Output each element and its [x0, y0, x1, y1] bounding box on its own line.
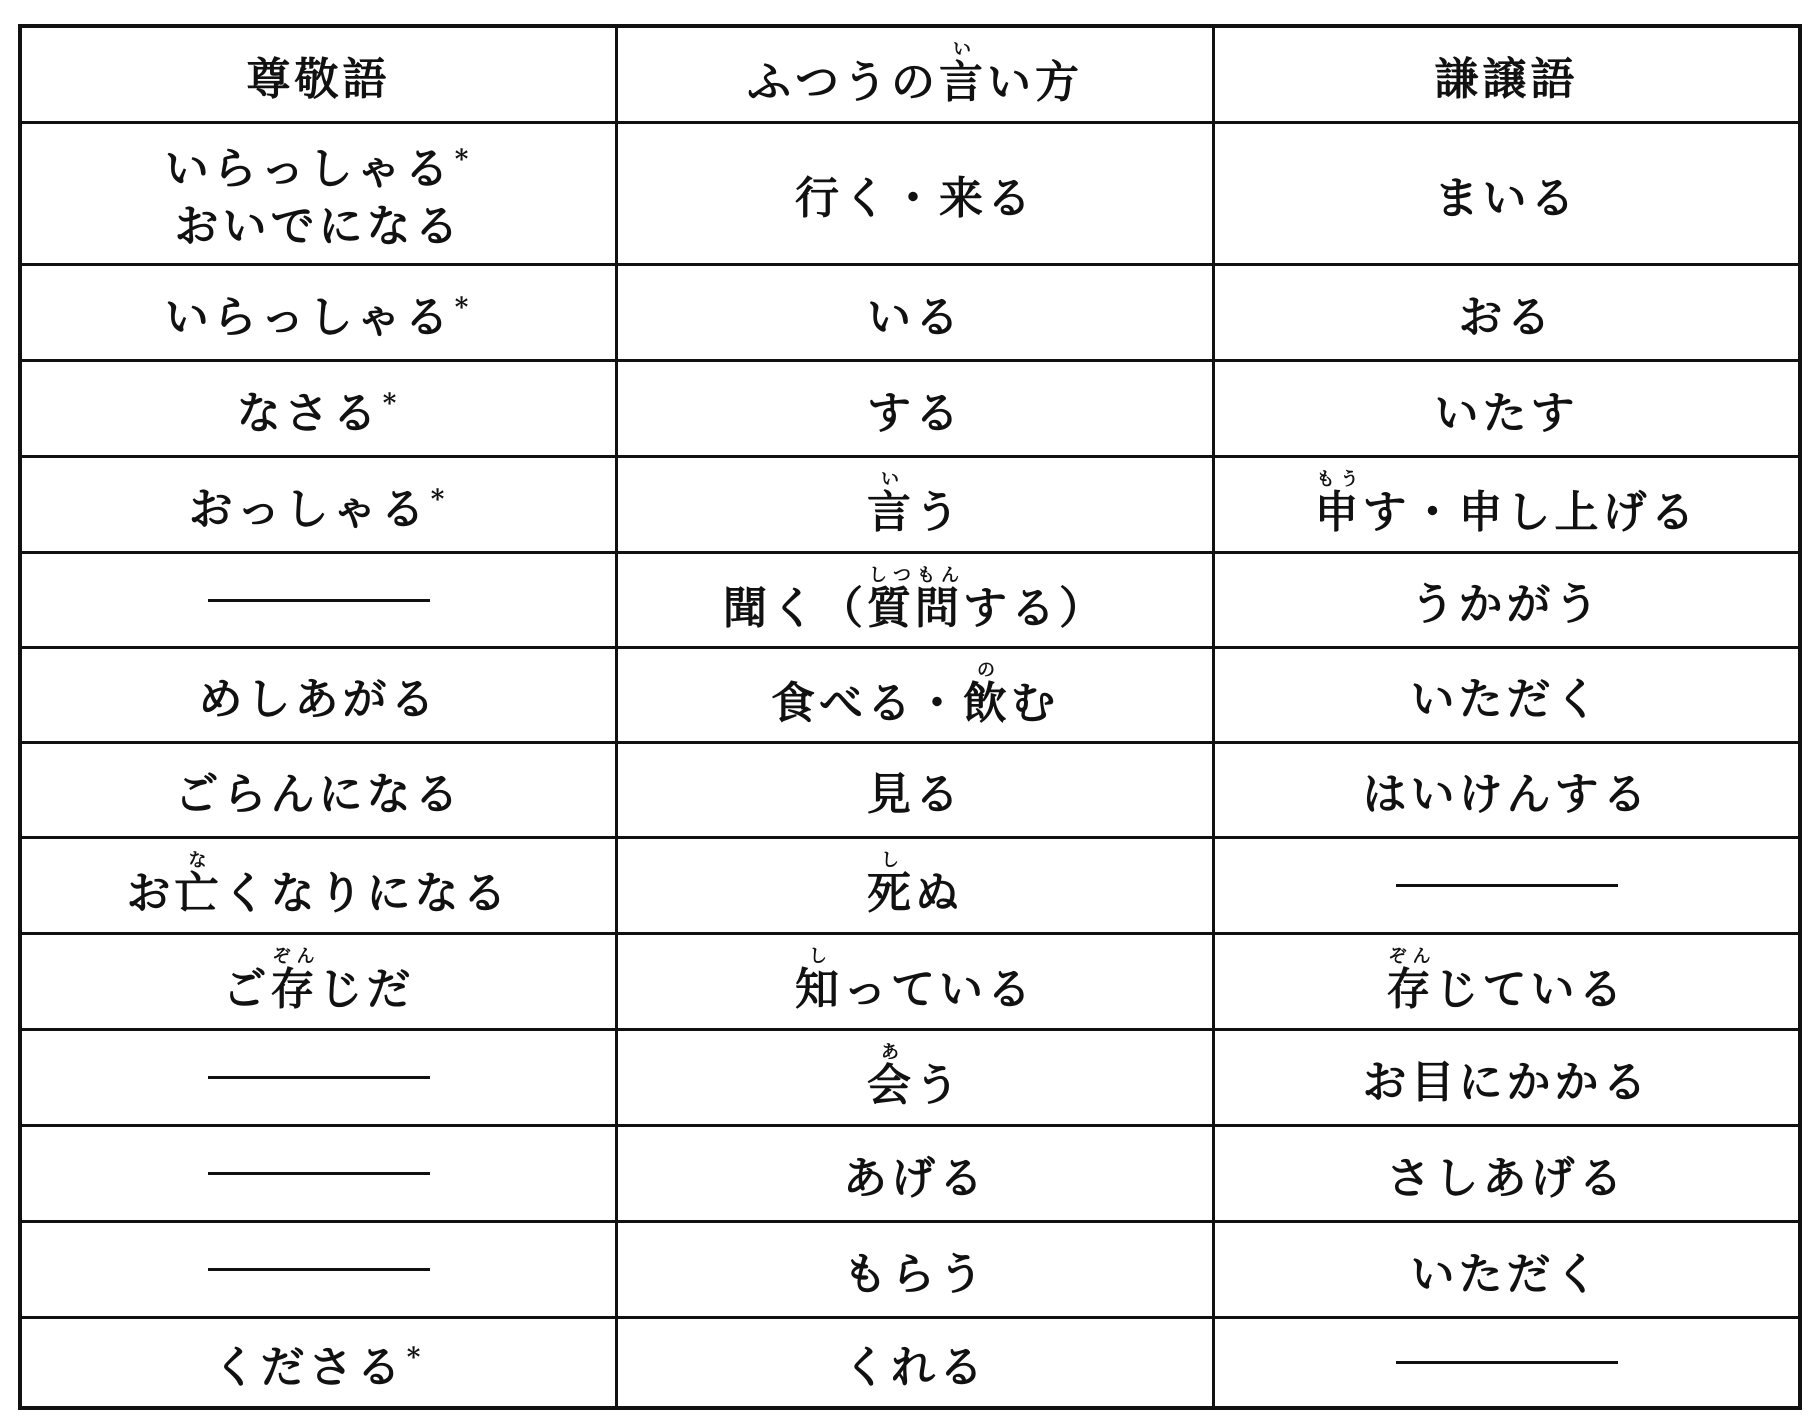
- header-label: 謙譲語: [1434, 53, 1579, 105]
- empty-dash: [1396, 1361, 1618, 1364]
- term: 死しぬ: [867, 850, 963, 919]
- cell-futsuu: [618, 744, 1215, 839]
- term: 申もうす・申し上げる: [1314, 469, 1699, 538]
- term: 知しっている: [795, 946, 1035, 1015]
- cell-sonkei: [22, 935, 618, 1031]
- term: 行く・来る: [795, 172, 1035, 224]
- cell-sonkei: [22, 1031, 618, 1127]
- cell-futsuu: [618, 649, 1215, 744]
- empty-dash: [208, 599, 430, 602]
- empty-dash: [208, 1172, 430, 1175]
- term: 言いう: [867, 469, 963, 538]
- cell-kenjou: [1215, 1127, 1798, 1223]
- furigana-word: 存ぞん: [1386, 946, 1435, 1015]
- header-kenjougo: [1215, 28, 1798, 124]
- term: おる: [1458, 291, 1555, 343]
- cell-futsuu: [618, 124, 1215, 266]
- term: 食べる・飲のむ: [771, 659, 1059, 729]
- cell-futsuu: [618, 839, 1215, 935]
- term: いただく: [1410, 674, 1603, 725]
- term: もらう: [843, 1248, 987, 1300]
- empty-dash: [208, 1076, 430, 1079]
- cell-kenjou: [1215, 1223, 1798, 1319]
- term: お目にかかる: [1362, 1056, 1651, 1108]
- furigana-word: 言い: [867, 469, 915, 538]
- cell-sonkei: [22, 839, 618, 935]
- cell-futsuu: [618, 1319, 1215, 1406]
- cell-kenjou: [1215, 1031, 1798, 1127]
- cell-futsuu: [618, 1223, 1215, 1319]
- term: さしあげる: [1386, 1152, 1627, 1204]
- cell-futsuu: [618, 554, 1215, 649]
- cell-sonkei: [22, 124, 618, 266]
- cell-kenjou: [1215, 935, 1798, 1031]
- term: おいでになる: [174, 201, 463, 253]
- cell-sonkei: [22, 1223, 618, 1319]
- asterisk-mark: *: [454, 292, 473, 323]
- cell-kenjou: [1215, 1319, 1798, 1406]
- furigana-word: 亡な: [174, 850, 223, 919]
- asterisk-mark: *: [430, 484, 449, 515]
- furigana-word: 死し: [867, 850, 915, 919]
- stacked-terms: [165, 131, 473, 257]
- cell-kenjou: [1215, 649, 1798, 744]
- cell-futsuu: [618, 266, 1215, 362]
- cell-kenjou: [1215, 124, 1798, 266]
- term: くれる: [843, 1341, 987, 1393]
- term: お亡なくなりになる: [126, 850, 511, 919]
- cell-sonkei: [22, 649, 618, 744]
- term: する: [867, 387, 963, 439]
- cell-sonkei: [22, 1127, 618, 1223]
- term: 見る: [867, 769, 963, 820]
- cell-sonkei: [22, 458, 618, 554]
- cell-sonkei: [22, 744, 618, 839]
- furigana-word: 質問しつもん: [867, 564, 963, 634]
- term: あげる: [843, 1152, 987, 1204]
- term: いらっしゃる*: [164, 291, 473, 343]
- term: いただく: [1410, 1248, 1603, 1300]
- header-label: 尊敬語: [246, 53, 391, 105]
- header-futsuu: [618, 28, 1215, 124]
- cell-sonkei: [22, 554, 618, 649]
- honorific-table: [18, 24, 1802, 1410]
- asterisk-mark: *: [406, 1342, 425, 1373]
- furigana-word: 存ぞん: [270, 946, 319, 1015]
- cell-sonkei: [22, 266, 618, 362]
- term: めしあがる: [198, 674, 439, 725]
- term: くださる*: [212, 1341, 425, 1393]
- cell-futsuu: [618, 458, 1215, 554]
- term: 存ぞんじている: [1386, 946, 1627, 1015]
- term: はいけんする: [1362, 769, 1651, 820]
- term: いらっしゃる*: [164, 143, 473, 195]
- term: いる: [867, 291, 963, 343]
- furigana-word: 飲の: [963, 659, 1011, 729]
- furigana-word: 知し: [795, 946, 843, 1015]
- term: なさる*: [236, 387, 401, 439]
- term: 会あう: [867, 1042, 963, 1111]
- term: ご存ぞんじだ: [222, 946, 415, 1015]
- cell-futsuu: [618, 1127, 1215, 1223]
- cell-kenjou: [1215, 744, 1798, 839]
- furigana-word: 申もう: [1314, 469, 1363, 538]
- cell-kenjou: [1215, 458, 1798, 554]
- asterisk-mark: *: [454, 144, 473, 175]
- term: いたす: [1434, 387, 1579, 439]
- furigana-word: 会あ: [867, 1042, 915, 1111]
- cell-kenjou: [1215, 839, 1798, 935]
- furigana-word: 言い: [939, 39, 987, 108]
- term: まいる: [1434, 172, 1579, 224]
- asterisk-mark: *: [382, 388, 401, 419]
- empty-dash: [1396, 884, 1618, 887]
- cell-sonkei: [22, 362, 618, 458]
- term: おっしゃる*: [188, 483, 449, 535]
- header-sonkeigo: [22, 28, 618, 124]
- cell-futsuu: [618, 362, 1215, 458]
- cell-kenjou: [1215, 554, 1798, 649]
- cell-kenjou: [1215, 266, 1798, 362]
- cell-kenjou: [1215, 362, 1798, 458]
- cell-sonkei: [22, 1319, 618, 1406]
- term: うかがう: [1410, 579, 1603, 630]
- cell-futsuu: [618, 1031, 1215, 1127]
- term: 聞く（質問しつもんする）: [723, 564, 1107, 634]
- cell-futsuu: [618, 935, 1215, 1031]
- term: ごらんになる: [174, 769, 463, 820]
- header-label: ふつうの言いい方: [747, 39, 1083, 108]
- empty-dash: [208, 1268, 430, 1271]
